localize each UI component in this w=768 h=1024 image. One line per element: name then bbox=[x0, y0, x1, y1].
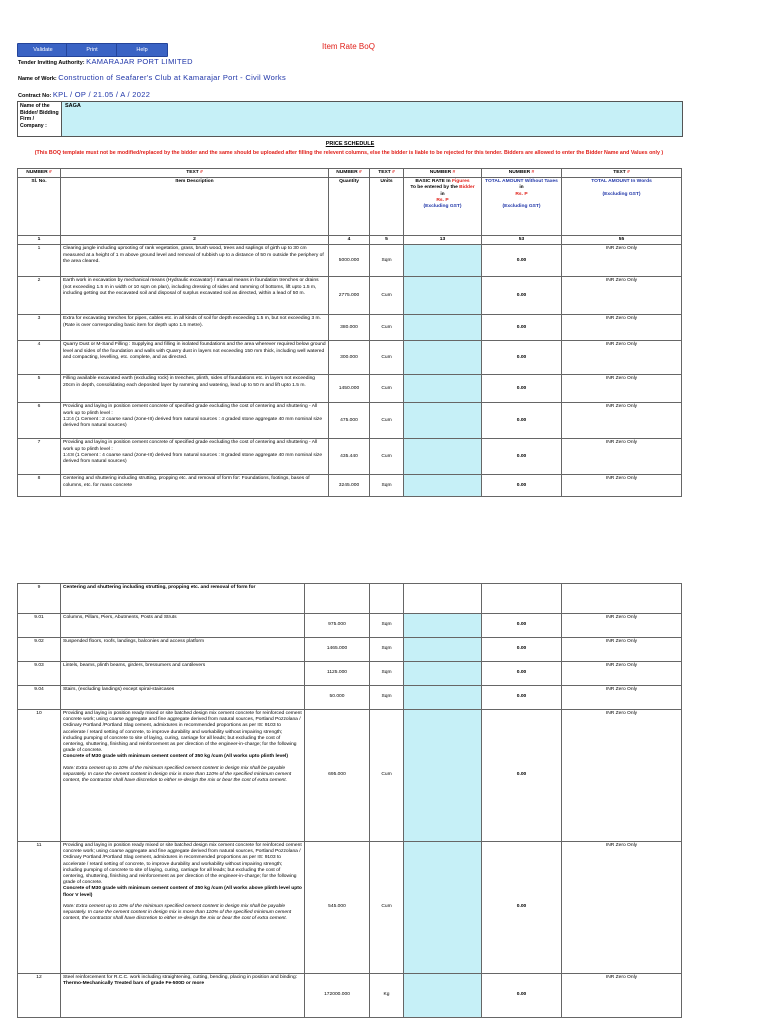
page-title: Item Rate BoQ bbox=[322, 42, 375, 51]
description-cell bbox=[61, 614, 305, 638]
rate-input[interactable] bbox=[404, 662, 482, 686]
contract-no-value: KPL / OP / 21.05 / A / 2022 bbox=[52, 90, 151, 99]
description-cell: Filling available excavated earth (excluding rock) in trenches, plinth, sides of foundations etc. in layers not exceeding 20cm in depth, consolidating each deposited layer by ramming and watering, lead up to 50 m and lift upto 1.5 m. bbox=[61, 375, 329, 403]
rate-input[interactable] bbox=[404, 375, 482, 403]
table-row bbox=[18, 341, 682, 375]
quantity-cell: 172000.000 bbox=[305, 974, 370, 1018]
sl-cell: 12 bbox=[18, 974, 61, 1018]
col-words-header: TOTAL AMOUNT In Words (Excluding GST) bbox=[562, 178, 682, 236]
description-text: Stairs, (excluding landings) except spiral-staircases bbox=[63, 687, 175, 692]
amount-cell: 0.00 bbox=[482, 375, 562, 403]
rate-input bbox=[404, 584, 482, 614]
col-sl-header: Sl. No. bbox=[18, 178, 61, 236]
amount-cell: 0.00 bbox=[482, 403, 562, 439]
quantity-cell: 475.000 bbox=[329, 403, 370, 439]
table-row bbox=[18, 584, 682, 614]
description-text: Columns, Pillars, Piers, Abutments, Posts and Struts bbox=[63, 615, 177, 620]
rate-input[interactable] bbox=[404, 842, 482, 974]
amount-words-cell bbox=[562, 584, 682, 614]
col-number: 1 bbox=[18, 236, 61, 245]
type-cell: NUMBER # bbox=[482, 169, 562, 178]
quantity-cell: 695.000 bbox=[305, 710, 370, 842]
description-text: Providing and laying in position ready mixed or site batched design mix cement concrete for reinforced cement concrete work; using coarse aggregate and fine aggregate derived from natural sources, Portland Pozzolana / Ordinary Portland /Portland Slag cement, admixtures in recommended proportions as per IS: 9103 to accelerate / retard setting of concrete, to improve durability and workability without impairing strength; including pumping of concrete to site of laying, curing, carriage for all leads; but excluding the cost of centering, shuttering, finishing and reinforcement as per direction of the engineer-in-charge; for the following grade of concrete. bbox=[63, 711, 302, 754]
description-cell: Centering and shuttering including strutting, propping etc. and removal of form for: Foundations, footings, bases of columns, etc. for mass concrete bbox=[61, 475, 329, 497]
unit-cell: Cum bbox=[370, 277, 404, 315]
col-amount-header: TOTAL AMOUNT Without Taxes in Rs. P (Excluding GST) bbox=[482, 178, 562, 236]
amount-cell: 0.00 bbox=[482, 614, 562, 638]
unit-cell: Cum bbox=[370, 710, 404, 842]
quantity-cell: 1450.000 bbox=[329, 375, 370, 403]
rate-input[interactable] bbox=[404, 315, 482, 341]
description-note: Note: Extra cement up to 10% of the minimum specified cement content in design mix shall be payable separately. In case the cement content in design mix is more than 110% of the specified minimum cement content, the contractor shall have discretion to either re-design the mix or bear the cost of extra cement. bbox=[63, 765, 292, 784]
price-schedule-title: PRICE SCHEDULE bbox=[325, 141, 375, 147]
sl-cell: 4 bbox=[18, 341, 61, 375]
tender-authority-label: Tender Inviting Authority: bbox=[18, 60, 85, 66]
description-cell: Providing and laying in position cement concrete of specified grade excluding the cost of centering and shuttering - All work up to plinth level : 1:2:4 (1 Cement : 2 coarse sand (zone-III) derived from natural sources : 4 graded stone aggregate 40 mm nominal size derived from natural sources) bbox=[61, 403, 329, 439]
sl-cell: 11 bbox=[18, 842, 61, 974]
amount-cell: 0.00 bbox=[482, 277, 562, 315]
amount-cell: 0.00 bbox=[482, 662, 562, 686]
type-cell: TEXT # bbox=[61, 169, 329, 178]
contract-no bbox=[18, 90, 150, 99]
quantity-cell bbox=[305, 584, 370, 614]
description-cell bbox=[61, 662, 305, 686]
amount-cell: 0.00 bbox=[482, 842, 562, 974]
quantity-cell: 380.000 bbox=[329, 315, 370, 341]
rate-input[interactable] bbox=[404, 614, 482, 638]
rate-input[interactable] bbox=[404, 439, 482, 475]
quantity-cell: 975.000 bbox=[305, 614, 370, 638]
col-rate-header: BASIC RATE In Figures To be entered by the Bidder in Rs. P (Excluding GST) bbox=[404, 178, 482, 236]
help-button[interactable]: Help bbox=[116, 43, 168, 57]
amount-words-cell: INR Zero Only bbox=[562, 439, 682, 475]
amount-words-cell: INR Zero Only bbox=[562, 403, 682, 439]
column-number-row bbox=[18, 236, 682, 245]
description-spec: Concrete of M30 grade with minimum cement content of 350 kg /cum (All works above plinth level upto floor V level) bbox=[63, 886, 302, 898]
description-text: Steel reinforcement for R.C.C. work including straightening, cutting, bending, placing in position and binding: bbox=[63, 975, 298, 980]
type-cell: NUMBER # bbox=[329, 169, 370, 178]
col-unit-header: Units bbox=[370, 178, 404, 236]
table-row bbox=[18, 842, 682, 974]
amount-cell: 0.00 bbox=[482, 315, 562, 341]
type-cell: TEXT # bbox=[370, 169, 404, 178]
bidder-field[interactable] bbox=[17, 101, 683, 137]
amount-cell: 0.00 bbox=[482, 974, 562, 1018]
description-cell: Clearing jungle including uprooting of rank vegetation, grass, brush wood, trees and saplings of girth up to 30 cm measured at a height of 1 m above ground level and removal of rubbish up to a distance of 50 m outside the periphery of the area cleared. bbox=[61, 245, 329, 277]
description-text: Providing and laying in position ready mixed or site batched design mix cement concrete for reinforced cement concrete work; using coarse aggregate and fine aggregate derived from natural sources, Portland Pozzolana / Ordinary Portland /Portland Slag cement, admixtures in recommended proportions as per IS: 9103 to accelerate / retard setting of concrete, to improve durability and workability without impairing strength; including pumping of concrete to site of laying, curing, carriage for all leads; but excluding the cost of centering, shuttering, finishing and reinforcement as per direction of the engineer-in-charge; for the following grade of concrete. bbox=[63, 843, 302, 886]
sl-cell: 2 bbox=[18, 277, 61, 315]
table-row bbox=[18, 475, 682, 497]
amount-words-cell: INR Zero Only bbox=[562, 842, 682, 974]
work-name-label: Name of Work: bbox=[18, 76, 57, 82]
unit-cell: Sqm bbox=[370, 245, 404, 277]
quantity-cell: 1465.000 bbox=[305, 638, 370, 662]
unit-cell: Cum bbox=[370, 315, 404, 341]
table-row bbox=[18, 375, 682, 403]
boq-table-2 bbox=[17, 583, 682, 1018]
quantity-cell: 545.000 bbox=[305, 842, 370, 974]
amount-words-cell: INR Zero Only bbox=[562, 638, 682, 662]
table-row bbox=[18, 315, 682, 341]
sl-cell: 9.04 bbox=[18, 686, 61, 710]
amount-words-cell: INR Zero Only bbox=[562, 375, 682, 403]
rate-input[interactable] bbox=[404, 686, 482, 710]
table-row bbox=[18, 686, 682, 710]
unit-cell: Sqm bbox=[370, 614, 404, 638]
amount-cell: 0.00 bbox=[482, 439, 562, 475]
amount-words-cell: INR Zero Only bbox=[562, 686, 682, 710]
description-note: Note: Extra cement up to 10% of the minimum specified cement content in design mix shall be payable separately. In case the cement content in design mix is more than 110% of the specified minimum cement content, the contractor shall have discretion to either re-design the mix or bear the cost of extra cement. bbox=[63, 903, 292, 922]
unit-cell: Kg bbox=[370, 974, 404, 1018]
sl-cell: 3 bbox=[18, 315, 61, 341]
description-spec: Thermo-Mechanically Treated bars of grade Fe-500D or more bbox=[63, 981, 205, 987]
rate-input[interactable] bbox=[404, 277, 482, 315]
table-row bbox=[18, 614, 682, 638]
type-cell: NUMBER # bbox=[18, 169, 61, 178]
rate-input[interactable] bbox=[404, 245, 482, 277]
quantity-cell: 1125.000 bbox=[305, 662, 370, 686]
bidder-value[interactable]: SAGA bbox=[65, 103, 81, 109]
amount-words-cell: INR Zero Only bbox=[562, 974, 682, 1018]
unit-cell: Cum bbox=[370, 375, 404, 403]
rate-input[interactable] bbox=[404, 341, 482, 375]
sl-cell: 9.03 bbox=[18, 662, 61, 686]
amount-cell: 0.00 bbox=[482, 245, 562, 277]
description-cell bbox=[61, 686, 305, 710]
unit-cell: Sqm bbox=[370, 638, 404, 662]
sl-cell: 9 bbox=[18, 584, 61, 614]
work-name-value: Construction of Seafarer's Club at Kamarajar Port - Civil Works bbox=[58, 73, 287, 82]
quantity-cell: 50.000 bbox=[305, 686, 370, 710]
validate-button[interactable]: Validate bbox=[17, 43, 69, 57]
description-cell bbox=[61, 710, 305, 842]
description-spec: Concrete of M30 grade with minimum cement content of 350 kg /cum (All works upto plinth level) bbox=[63, 754, 289, 760]
table-row bbox=[18, 245, 682, 277]
rate-input[interactable] bbox=[404, 974, 482, 1018]
col-desc-header: Item Description bbox=[61, 178, 329, 236]
col-number: 13 bbox=[404, 236, 482, 245]
sl-cell: 7 bbox=[18, 439, 61, 475]
amount-cell: 0.00 bbox=[482, 341, 562, 375]
sl-cell: 9.01 bbox=[18, 614, 61, 638]
table-row bbox=[18, 710, 682, 842]
amount-words-cell: INR Zero Only bbox=[562, 341, 682, 375]
table-row bbox=[18, 638, 682, 662]
amount-cell: 0.00 bbox=[482, 475, 562, 497]
rate-input[interactable] bbox=[404, 403, 482, 439]
table-row bbox=[18, 662, 682, 686]
rate-input[interactable] bbox=[404, 710, 482, 842]
quantity-cell: 435.440 bbox=[329, 439, 370, 475]
price-schedule-note: (This BOQ template must not be modified/replaced by the bidder and the same should be uploaded after filling the relevent columns, else the bidder is liable to be rejected for this tender. Bidders are allowed to enter the Bidder Name and Values only ) bbox=[34, 150, 664, 156]
amount-words-cell: INR Zero Only bbox=[562, 475, 682, 497]
description-text: Suspended floors, roofs, landings, balconies and access platform bbox=[63, 639, 205, 644]
boq-table-1 bbox=[17, 168, 682, 497]
col-number: 2 bbox=[61, 236, 329, 245]
table-row bbox=[18, 403, 682, 439]
quantity-cell: 5000.000 bbox=[329, 245, 370, 277]
unit-cell: Sqm bbox=[370, 662, 404, 686]
tender-authority bbox=[18, 57, 193, 66]
col-number: 53 bbox=[482, 236, 562, 245]
description-cell bbox=[61, 638, 305, 662]
description-cell bbox=[61, 584, 305, 614]
amount-words-cell: INR Zero Only bbox=[562, 710, 682, 842]
header-row bbox=[18, 178, 682, 236]
amount-cell bbox=[482, 584, 562, 614]
amount-cell: 0.00 bbox=[482, 638, 562, 662]
col-number: 5 bbox=[370, 236, 404, 245]
quantity-cell: 3245.000 bbox=[329, 475, 370, 497]
sl-cell: 1 bbox=[18, 245, 61, 277]
quantity-cell: 300.000 bbox=[329, 341, 370, 375]
print-button[interactable]: Print bbox=[66, 43, 118, 57]
col-qty-header: Quantity bbox=[329, 178, 370, 236]
amount-words-cell: INR Zero Only bbox=[562, 614, 682, 638]
quantity-cell: 2775.000 bbox=[329, 277, 370, 315]
amount-words-cell: INR Zero Only bbox=[562, 662, 682, 686]
table-row bbox=[18, 439, 682, 475]
work-name bbox=[18, 73, 286, 82]
contract-no-label: Contract No: bbox=[18, 93, 52, 99]
type-cell: NUMBER # bbox=[404, 169, 482, 178]
unit-cell: Cum bbox=[370, 341, 404, 375]
col-number: 55 bbox=[562, 236, 682, 245]
sl-cell: 10 bbox=[18, 710, 61, 842]
unit-cell: Sqm bbox=[370, 475, 404, 497]
amount-words-cell: INR Zero Only bbox=[562, 277, 682, 315]
description-text: Centering and shuttering including strutting, propping etc. and removal of form for bbox=[63, 585, 256, 590]
sl-cell: 5 bbox=[18, 375, 61, 403]
unit-cell: Cum bbox=[370, 842, 404, 974]
bidder-label: Name of the Bidder/ Bidding Firm / Company : bbox=[18, 102, 62, 136]
amount-words-cell: INR Zero Only bbox=[562, 315, 682, 341]
type-row bbox=[18, 169, 682, 178]
unit-cell: Cum bbox=[370, 403, 404, 439]
description-text: Lintels, beams, plinth beams, girders, bressumers and cantilevers bbox=[63, 663, 206, 668]
rate-input[interactable] bbox=[404, 638, 482, 662]
sl-cell: 6 bbox=[18, 403, 61, 439]
sl-cell: 9.02 bbox=[18, 638, 61, 662]
amount-cell: 0.00 bbox=[482, 710, 562, 842]
description-cell bbox=[61, 842, 305, 974]
rate-input[interactable] bbox=[404, 475, 482, 497]
unit-cell: Sqm bbox=[370, 686, 404, 710]
description-cell bbox=[61, 974, 305, 1018]
table-row bbox=[18, 277, 682, 315]
description-cell: Extra for excavating trenches for pipes, cables etc. in all kinds of soil for depth exceeding 1.5 m, but not exceeding 3 m. (Rate is over corresponding basic item for depth upto 1.5 metre). bbox=[61, 315, 329, 341]
amount-cell: 0.00 bbox=[482, 686, 562, 710]
unit-cell bbox=[370, 584, 404, 614]
col-number: 4 bbox=[329, 236, 370, 245]
description-cell: Providing and laying in position cement concrete of specified grade excluding the cost of centering and shuttering - All work up to plinth level : 1:4:8 (1 Cement : 4 coarse sand (zone-III) derived from natural sources : 8 graded stone aggregate 40 mm nominal size derived from natural sources) bbox=[61, 439, 329, 475]
description-cell: Earth work in excavation by mechanical means (Hydraulic excavator) / manual means in foundation trenches or drains (not exceeding 1.5 m in width or 10 sqm on plan), including dressing of sides and ramming of bottoms, lift upto 1.5 m, including getting out the excavated soil and disposal of surplus excavated soil as directed, within a lead of 50 m. bbox=[61, 277, 329, 315]
tender-authority-value: KAMARAJAR PORT LIMITED bbox=[86, 57, 193, 66]
amount-words-cell: INR Zero Only bbox=[562, 245, 682, 277]
description-cell: Quarry Dust or M-Sand Filling : Supplying and filling in isolated foundations and the area wherever required below ground level and sides of the foundation and walls with Quarry dust in layers not exceeding 150 mm thick, including well watered and compacting, levelling, etc. complete, and as directed. bbox=[61, 341, 329, 375]
table-row bbox=[18, 974, 682, 1018]
type-cell: TEXT # bbox=[562, 169, 682, 178]
sl-cell: 8 bbox=[18, 475, 61, 497]
unit-cell: Cum bbox=[370, 439, 404, 475]
